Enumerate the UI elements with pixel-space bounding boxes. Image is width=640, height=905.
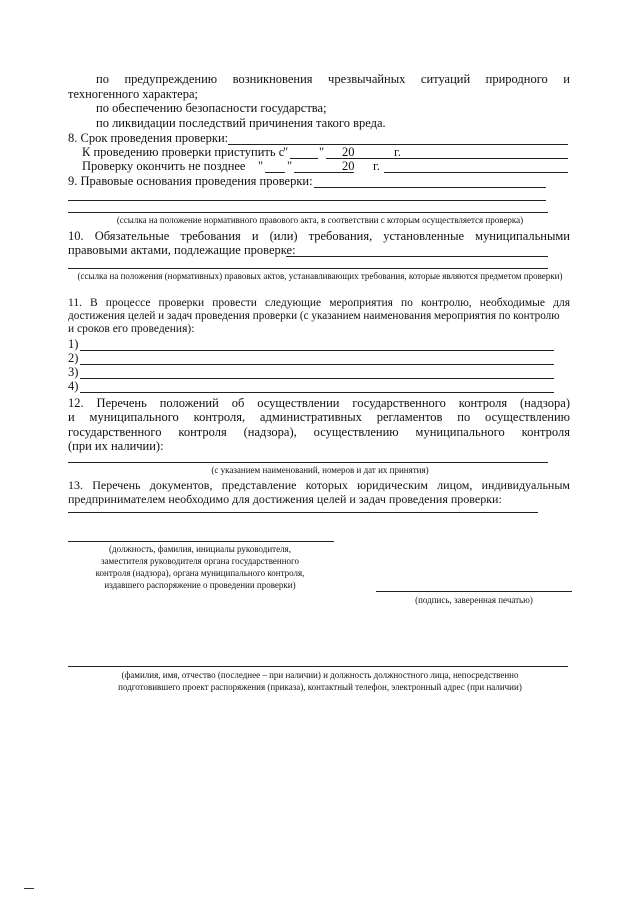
signatory-note-3: контроля (надзора), органа муниципального контроля, xyxy=(95,568,305,578)
item-9-blank-line-2 xyxy=(68,200,546,201)
measure-blank-1 xyxy=(80,350,554,351)
measure-blank-3 xyxy=(80,378,554,379)
start-year-suffix: г. xyxy=(394,145,401,159)
start-date-label: К проведению проверки приступить с xyxy=(82,145,285,159)
start-quote-open: " xyxy=(283,145,289,159)
start-quote-close: " xyxy=(319,145,325,159)
item-12-regulations: 12. Перечень положений об осуществлении государственного контроля (надзора) xyxy=(68,396,570,410)
item-9-blank-line-3 xyxy=(68,212,548,213)
end-date-blank xyxy=(384,172,568,173)
end-year-suffix: г. xyxy=(373,159,380,173)
item-11-measures-cont-1: достижения целей и задач проведения проверки (с указанием наименования мероприятия по контролю xyxy=(68,310,560,322)
scan-mark xyxy=(24,888,34,889)
item-8-inspection-period: 8. Срок проведения проверки: xyxy=(68,131,229,145)
item-10-requirements: 10. Обязательные требования и (или) требования, установленные муниципальными xyxy=(68,229,570,243)
measure-number-4: 4) xyxy=(68,379,79,393)
item-10-requirements-cont: правовыми актами, подлежащие проверке: xyxy=(68,243,296,257)
end-year-prefix: 20 xyxy=(342,159,355,173)
item-11-measures-cont-2: и сроков его проведения): xyxy=(68,323,195,335)
signatory-note-1: (должность, фамилия, инициалы руководителя, xyxy=(109,544,291,554)
item-9-note: (ссылка на положение нормативного правового акта, в соответствии с которым осуществляется проверка) xyxy=(116,215,524,225)
end-quote-open: " xyxy=(258,159,264,173)
measure-number-2: 2) xyxy=(68,351,79,365)
item-13-blank-line xyxy=(68,512,538,513)
signatory-note-2: заместителя руководителя органа государственного xyxy=(101,556,299,566)
preparer-line xyxy=(68,666,568,667)
item-12-blank-line xyxy=(68,462,548,463)
preparer-note-2: подготовившего проект распоряжения (приказа), контактный телефон, электронный адрес (при наличии) xyxy=(118,682,522,692)
item-10-blank-line-2 xyxy=(68,268,548,269)
measure-blank-2 xyxy=(80,364,554,365)
signature-note: (подпись, заверенная печатью) xyxy=(415,595,533,605)
item-10-blank-line-1 xyxy=(286,256,548,257)
start-day-blank xyxy=(290,158,318,159)
item-12-regulations-cont-1: и муниципального контроля, административных регламентов по осуществлению xyxy=(68,410,570,424)
item-12-regulations-cont-3: (при их наличии): xyxy=(68,439,164,453)
item-9-blank-line-1 xyxy=(314,187,546,188)
item-12-note: (с указанием наименований, номеров и дат их принятия) xyxy=(211,465,429,475)
end-date-label: Проверку окончить не позднее xyxy=(82,159,246,173)
item-11-measures: 11. В процессе проверки провести следующие мероприятия по контролю, необходимые для xyxy=(68,297,570,309)
item-13-documents: 13. Перечень документов, представление которых юридическим лицом, индивидуальным xyxy=(68,478,570,492)
item-9-legal-basis: 9. Правовые основания проведения проверки: xyxy=(68,174,313,188)
measure-blank-4 xyxy=(80,392,554,393)
hazard-prevention-line: по предупреждению возникновения чрезвычайных ситуаций природного и xyxy=(96,72,570,86)
start-year-prefix: 20 xyxy=(342,145,355,159)
measure-number-3: 3) xyxy=(68,365,79,379)
preparer-note-1: (фамилия, имя, отчество (последнее – при наличии) и должность должностного лица, непосредственно xyxy=(121,670,519,680)
hazard-prevention-cont: техногенного характера; xyxy=(68,87,198,101)
item-10-note: (ссылка на положения (нормативных) правовых актов, устанавливающих требования, которые являются предметом проверки) xyxy=(77,271,563,281)
signature-line xyxy=(376,591,572,592)
start-date-blank xyxy=(380,158,568,159)
measure-number-1: 1) xyxy=(68,337,79,351)
signatory-line xyxy=(68,541,334,542)
item-12-regulations-cont-2: государственного контроля (надзора), осуществлению муниципального контроля xyxy=(68,425,570,439)
state-security-line: по обеспечению безопасности государства; xyxy=(96,101,327,115)
end-quote-close: " xyxy=(287,159,293,173)
harm-liquidation-line: по ликвидации последствий причинения такого вреда. xyxy=(96,116,386,130)
item-13-documents-cont: предпринимателем необходимо для достижения целей и задач проведения проверки: xyxy=(68,492,502,506)
end-day-blank xyxy=(265,172,285,173)
signatory-note-4: издавшего распоряжение о проведении проверки) xyxy=(104,580,296,590)
